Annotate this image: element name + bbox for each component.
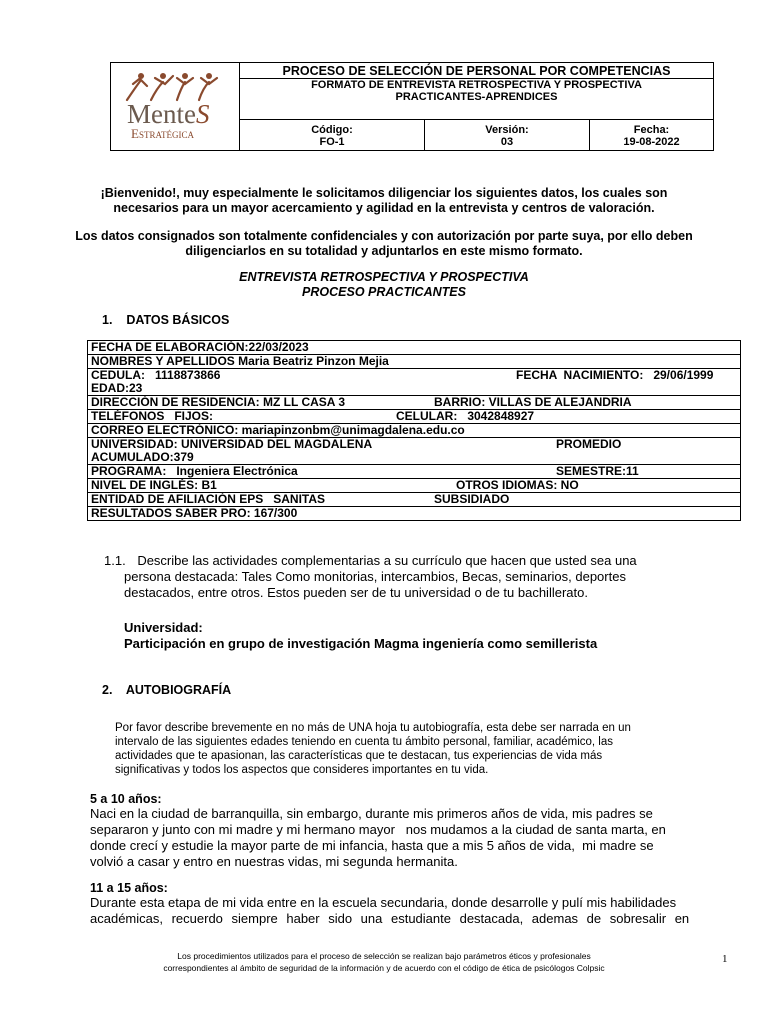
codigo-value: FO-1 xyxy=(319,136,345,148)
age-11-15-label: 11 a 15 años: xyxy=(90,881,168,895)
age-11-15-block xyxy=(90,881,730,927)
promedio-label: PROMEDIO xyxy=(556,437,622,451)
ingles-field: NIVEL DE INGLÉS: B1 xyxy=(91,478,217,492)
instructions-line: intervalo de las siguientes edades teniendo en cuenta tu ámbito personal, familiar, académico, las xyxy=(115,736,613,748)
question-1-1-number: 1.1. xyxy=(104,553,126,568)
welcome-line1: ¡Bienvenido!, muy especialmente le solicitamos diligenciar los siguientes datos, los cuales son xyxy=(100,186,668,200)
section1-title: 1. DATOS BÁSICOS xyxy=(102,313,230,327)
confidential-paragraph xyxy=(60,229,708,258)
fecha-elaboracion-field: FECHA DE ELABORACIÓN:22/03/2023 xyxy=(88,341,741,355)
footer-line1: Los procedimientos utilizados para el proceso de selección se realizan bajo parámetros éticos y profesionales xyxy=(177,951,591,961)
saber-pro-field: RESULTADOS SABER PRO: 167/300 xyxy=(88,507,741,521)
subsidiado-field: SUBSIDIADO xyxy=(434,492,510,506)
correo-field: CORREO ELECTRÓNICO: mariapinzonbm@unimagdalena.edu.co xyxy=(88,424,741,438)
eps-row xyxy=(88,493,741,507)
version-cell xyxy=(425,120,590,151)
confidential-line2: diligenciarlos en su totalidad y adjuntarlos en este mismo formato. xyxy=(185,243,583,258)
header-subtitle-line2: PRACTICANTES-APRENDICES xyxy=(395,91,558,103)
barrio-field: BARRIO: VILLAS DE ALEJANDRIA xyxy=(434,395,632,409)
instructions-line: significativas y todos los aspectos que consideres importantes en tu vida. xyxy=(115,764,489,776)
universidad-field: UNIVERSIDAD: UNIVERSIDAD DEL MAGDALENA xyxy=(91,437,373,451)
basic-data-table xyxy=(87,340,741,521)
interview-heading-line1: ENTREVISTA RETROSPECTIVA Y PROSPECTIVA xyxy=(239,270,529,284)
welcome-paragraph xyxy=(60,186,708,215)
instructions-line: Por favor describe brevemente en no más de UNA hoja tu autobiografía, esta debe ser narrada en un xyxy=(115,722,631,734)
age-5-10-line: separaron y junto con mi madre y mi hermano mayor nos mudamos a la ciudad de santa marta, en xyxy=(90,822,666,837)
codigo-label: Código: xyxy=(311,124,353,136)
fecha-value: 19-08-2022 xyxy=(623,136,680,148)
cedula-field: CEDULA: 1118873866 xyxy=(91,368,221,382)
header-title: PROCESO DE SELECCIÓN DE PERSONAL POR COMPETENCIAS xyxy=(240,63,714,79)
cedula-row xyxy=(88,369,741,396)
semestre-field: SEMESTRE:11 xyxy=(556,464,639,478)
version-value: 03 xyxy=(500,136,514,148)
age-5-10-line: volvió a casar y entro en nuestras vidas, mi segunda hermanita. xyxy=(90,854,458,869)
question-1-1 xyxy=(104,553,730,601)
universidad-label: Universidad: xyxy=(124,620,203,635)
fecha-cell xyxy=(590,120,714,151)
age-11-15-line: Durante esta etapa de mi vida entre en la escuela secundaria, donde desarrolle y pulí mis habilidades xyxy=(90,895,677,910)
otros-idiomas-field: OTROS IDIOMAS: NO xyxy=(456,478,579,492)
section2-title: 2. AUTOBIOGRAFÍA xyxy=(102,683,232,697)
age-5-10-label: 5 a 10 años: xyxy=(90,792,162,806)
ingles-row xyxy=(88,479,741,493)
version-label: Versión: xyxy=(485,124,529,136)
autobiography-instructions xyxy=(115,721,730,777)
interview-heading-line2: PROCESO PRACTICANTES xyxy=(302,284,466,299)
age-5-10-line: donde crecí y estudie la mayor parte de mi infancia, hasta que a mis 5 años de vida, mi madre se xyxy=(90,838,654,853)
direccion-field: DIRECCIÓN DE RESIDENCIA: MZ LL CASA 3 xyxy=(91,395,346,409)
company-logo xyxy=(113,66,237,148)
telefonos-row xyxy=(88,410,741,424)
age-5-10-line: Naci en la ciudad de barranquilla, sin embargo, durante mis primeros años de vida, mis padres se xyxy=(90,806,653,821)
logo-text-s: S xyxy=(195,98,210,129)
welcome-line2: necesarios para un mayor acercamiento y agilidad en la entrevista y centros de valoración. xyxy=(113,200,655,215)
codigo-cell xyxy=(240,120,425,151)
nombres-field: NOMBRES Y APELLIDOS Maria Beatriz Pinzon Mejia xyxy=(88,355,741,369)
fecha-label: Fecha: xyxy=(633,124,670,136)
edad-field: EDAD:23 xyxy=(91,381,143,395)
logo-text-estrategica: Estratégica xyxy=(131,125,194,141)
header-table xyxy=(110,62,714,151)
eps-field: ENTIDAD DE AFILIACIÓN EPS SANITAS xyxy=(91,492,326,506)
programa-row xyxy=(88,465,741,479)
page-number: 1 xyxy=(722,953,728,965)
interview-heading xyxy=(60,270,708,299)
age-11-15-line: académicas, recuerdo siempre haber sido una estudiante destacada, ademas de sobresalir en xyxy=(90,911,690,926)
fecha-nacimiento-field: FECHA NACIMIENTO: 29/06/1999 xyxy=(516,368,714,382)
programa-field: PROGRAMA: Ingeniera Electrónica xyxy=(91,464,298,478)
age-5-10-block xyxy=(90,792,730,870)
logo-text-mente: Mente xyxy=(127,98,196,129)
question-1-1-line1: Describe las actividades complementarias a su currículo que hacen que usted sea una xyxy=(137,553,637,568)
telefonos-field: TELÉFONOS FIJOS: xyxy=(91,409,214,423)
instructions-line: actividades que te apasionan, las características que te destacan, tus experiencias de vida más xyxy=(115,750,603,762)
page-footer xyxy=(110,950,658,974)
acumulado-field: ACUMULADO:379 xyxy=(91,450,194,464)
header-subtitle-line1: FORMATO DE ENTREVISTA RETROSPECTIVA Y PROSPECTIVA xyxy=(311,79,642,91)
direccion-row xyxy=(88,396,741,410)
celular-field: CELULAR: 3042848927 xyxy=(396,409,535,423)
question-1-1-line2: persona destacada: Tales Como monitorias, intercambios, Becas, seminarios, deportes xyxy=(124,569,626,584)
logo-cell xyxy=(111,63,240,151)
header-subtitle xyxy=(240,79,714,120)
universidad-answer: Participación en grupo de investigación Magma ingeniería como semillerista xyxy=(124,636,598,651)
footer-line2: correspondientes al ámbito de seguridad de la información y de acuerdo con el código de ética de psicólogos Colpsic xyxy=(163,963,605,973)
question-1-1-line3: destacados, entre otros. Estos pueden ser de tu universidad o de tu bachillerato. xyxy=(124,585,588,600)
universidad-row xyxy=(88,438,741,465)
confidential-line1: Los datos consignados son totalmente confidenciales y con autorización por parte suya, por ello deben xyxy=(75,229,693,243)
